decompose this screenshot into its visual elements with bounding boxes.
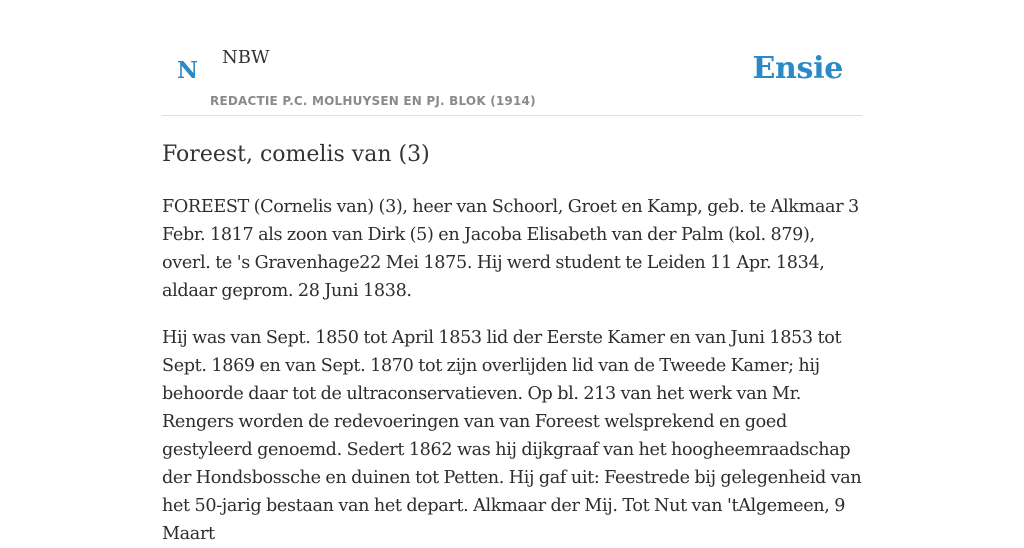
- article-body: [162, 193, 862, 548]
- brand-logo[interactable]: Ensie: [752, 51, 843, 86]
- article-paragraph: Hij was van Sept. 1850 tot April 1853 lid der Eerste Kamer en van Juni 1853 tot Sept. 1869 en van Sept. 1870 tot zijn overlijden lid van de Tweede Kamer; hij behoorde daar tot de ultraconservatieven. Op bl. 213 van het werk van Mr. Rengers worden de redevoeringen van van Foreest welsprekend en goed gestyleerd genoemd. Sedert 1862 was hij dijkgraaf van het hoogheemraadschap der Hondsbossche en duinen tot Petten. Hij gaf uit: Feestrede bij gelegenheid van het 50-jarig bestaan van het depart. Alkmaar der Mij. Tot Nut van 'tAlgemeen, 9 Maart: [162, 328, 862, 544]
- source-name[interactable]: NBW: [222, 47, 270, 68]
- article-paragraph: FOREEST (Cornelis van) (3), heer van Schoorl, Groet en Kamp, geb. te Alkmaar 3 Febr. 1817 als zoon van Dirk (5) en Jacoba Elisabeth van der Palm (kol. 879), overl. te 's Gravenhage22 Mei 1875. Hij werd student te Leiden 11 Apr. 1834, aldaar geprom. 28 Juni 1838.: [162, 197, 859, 301]
- header: [162, 0, 862, 116]
- article-title: Foreest, comelis van (3): [162, 142, 430, 167]
- page: [162, 0, 862, 548]
- source-editors: REDACTIE P.C. MOLHUYSEN EN PJ. BLOK (1914): [210, 94, 536, 108]
- source-logo-icon[interactable]: N: [177, 57, 199, 84]
